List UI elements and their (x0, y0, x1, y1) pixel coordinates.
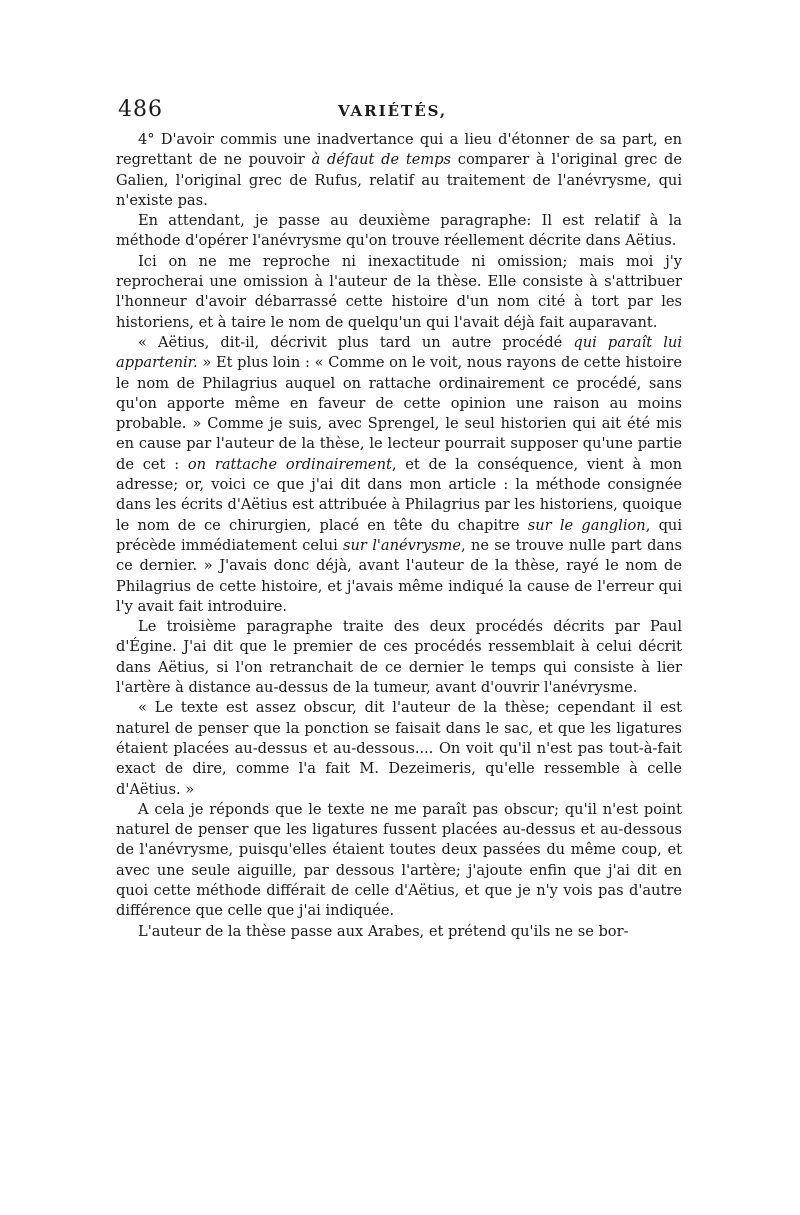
text-run: comparer à l'original grec de Galien, l'original grec de Rufus, relatif au traitement de l'anévrysme, qui n'existe pas. (116, 151, 682, 209)
italic-phrase: sur le ganglion (527, 516, 646, 534)
paragraph-6 (116, 698, 682, 799)
text-run: Le troisième paragraphe traite des deux procédés décrits par Paul d'Égine. J'ai dit que le premier de ces procédés ressemblait à celui décrit dans Aëtius, si l'on retranchait de ce dernier le temps qui consiste à lier l'artère à distance au-dessus de la tumeur, avant d'ouvrir l'anévrysme. (116, 618, 682, 697)
text-run: « Aëtius, dit-il, décrivit plus tard un autre procédé (138, 333, 574, 351)
page-number: 486 (118, 97, 163, 122)
italic-phrase: qui paraît lui appartenir. (116, 333, 682, 372)
text-run: , qui précède immédiatement celui (116, 516, 682, 554)
text-run: « Le texte est assez obscur, dit l'auteur de la thèse; cependant il est naturel de penser que la ponction se faisait dans le sac, et que les ligatures étaient placées au-dessus et au-dessous.... On voit qu'il n'est pas tout-à-fait exact de dire, comme l'a fait M. Dezeimeris, qu'elle ressemble à celle d'Aëtius. » (116, 699, 682, 798)
paragraph-5 (116, 617, 682, 698)
body-text (116, 130, 682, 942)
text-run: A cela je réponds que le texte ne me paraît pas obscur; qu'il n'est point naturel de penser que les ligatures fussent placées au-dessus et au-dessous de l'anévrysme, puisqu'elles étaient toutes deux passées du même coup, et avec une seule aiguille, par dessous l'artère; j'ajoute enfin que j'ai dit en quoi cette méthode différait de celle d'Aëtius, et que je n'y vois pas d'autre différence que celle que j'ai indiquée. (116, 800, 682, 920)
paragraph-1 (116, 130, 682, 211)
text-run: En attendant, je passe au deuxième paragraphe: Il est relatif à la méthode d'opérer l'anévrysme qu'on trouve réellement décrite dans Aëtius. (116, 212, 682, 250)
running-head: VARIÉTÉS, (338, 102, 448, 120)
text-run: , ne se trouve nulle part dans ce dernier. » J'avais donc déjà, avant l'auteur de la thèse, rayé le nom de Philagrius de cette histoire, et j'avais même indiqué la cause de l'erreur qui l'y avait fait introduire. (116, 536, 682, 615)
text-run: L'auteur de la thèse passe aux Arabes, et prétend qu'ils ne se bor- (138, 922, 629, 940)
text-run: 4° D'avoir commis une inadvertance qui a lieu d'étonner de sa part, en regrettant de ne pouvoir (116, 131, 682, 169)
italic-phrase: à défaut de temps (311, 151, 452, 169)
page-header (118, 97, 678, 127)
paragraph-4 (116, 333, 682, 617)
text-run: Ici on ne me reproche ni inexactitude ni omission; mais moi j'y reprocherai une omission à l'auteur de la thèse. Elle consiste à s'attribuer l'honneur d'avoir débarrassé cette histoire d'un nom cité à tort par les historiens, et à taire le nom de quelqu'un qui l'avait déjà fait auparavant. (116, 252, 682, 331)
paragraph-7 (116, 800, 682, 922)
italic-phrase: on rattache ordinairement (187, 455, 392, 473)
paragraph-2 (116, 211, 682, 252)
text-run: , et de la conséquence, vient à mon adresse; or, voici ce que j'ai dit dans mon article : la méthode consignée dans les écrits d'Aëtius est attribuée à Philagrius par les historiens, quoique le nom de ce chirurgien, placé en tête du chapitre (116, 455, 682, 534)
italic-phrase: sur l'anévrysme (343, 536, 462, 554)
text-run: » Et plus loin : « Comme on le voit, nous rayons de cette histoire le nom de Philagrius auquel on rattache ordinairement ce procédé, sans qu'on apporte même en faveur de cette opinion une raison au moins probable. » Comme je suis, avec Sprengel, le seul historien qui ait été mis en cause par l'auteur de la thèse, le lecteur pourrait supposer qu'une partie de cet : (116, 354, 682, 473)
paragraph-3 (116, 252, 682, 333)
paragraph-8 (116, 922, 682, 942)
